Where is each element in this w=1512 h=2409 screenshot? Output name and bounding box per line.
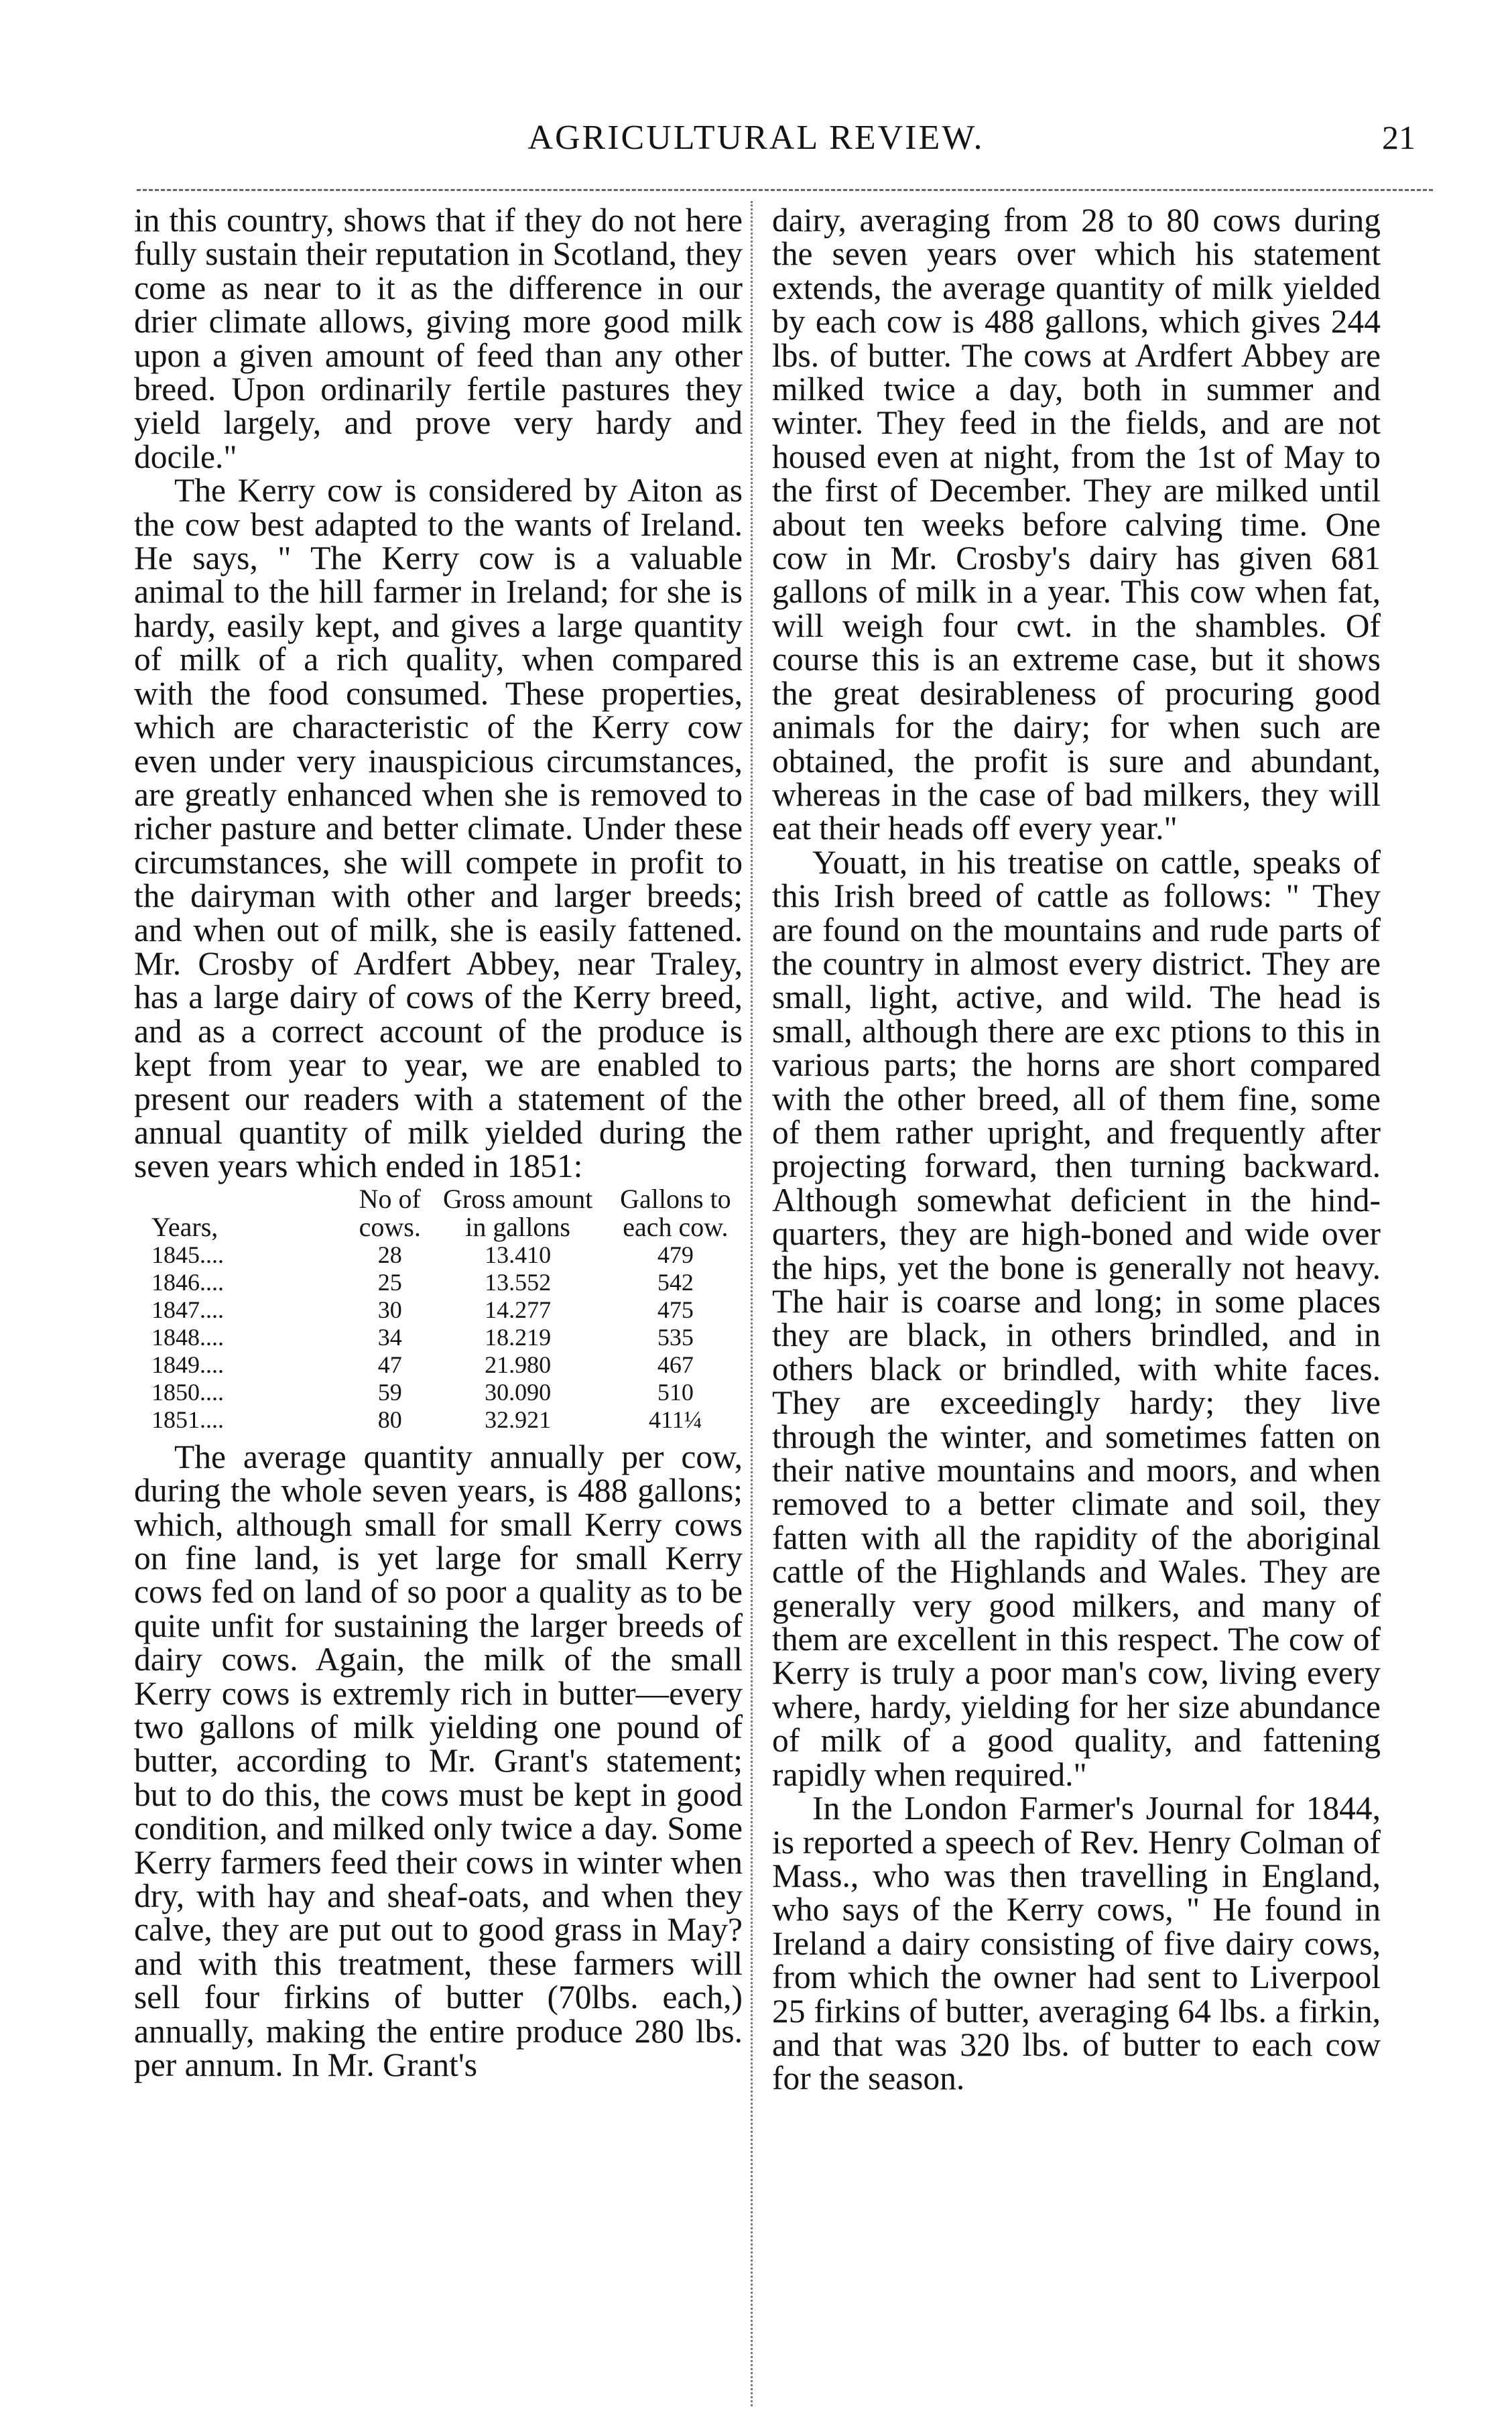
cell-each: 479 xyxy=(657,1241,694,1268)
cell-year: 1847.... xyxy=(151,1296,224,1323)
header-rule xyxy=(137,189,1433,191)
table-row xyxy=(134,1406,743,1434)
cell-gross: 18.219 xyxy=(485,1323,552,1351)
header-years: Years, xyxy=(151,1211,218,1242)
cell-each: 535 xyxy=(657,1323,694,1351)
cell-each: 510 xyxy=(657,1378,694,1406)
cell-cows: 80 xyxy=(377,1406,402,1433)
cell-year: 1849.... xyxy=(151,1351,224,1378)
header-years-top xyxy=(134,1185,353,1213)
cell-cows: 25 xyxy=(377,1268,402,1296)
cell-cows: 28 xyxy=(377,1241,402,1268)
cell-gross: 13.552 xyxy=(485,1268,552,1296)
cell-gross: 32.921 xyxy=(485,1406,552,1433)
table-header-row-top xyxy=(134,1185,743,1213)
cell-each: 411¼ xyxy=(649,1406,702,1433)
page-number: 21 xyxy=(1382,119,1415,156)
right-paragraph-2: Youatt, in his treatise on cattle, speaks of this Irish breed of cattle as follows: " They are found on the mountains and rude parts of the country in almost every district. They are small, light, active, and wild. The head is small, although there are exc ptions to this in various parts; the horns are short compared with the other breed, all of them fine, some of them rather upright, and frequently after projecting forward, then turning backward. Although somewhat deficient in the hind-quarters, they are high-boned and wide over the hips, yet the bone is generally not heavy. The hair is coarse and long; in some places they are black, in others brindled, and in others black or brindled, with white faces. They are exceedingly hardy; they live through the winter, and sometimes fatten on their native mountains and moors, and when removed to a better climate and soil, they fatten with all the rapidity of the aboriginal cattle of the Highlands and Wales. They are generally very good milkers, and many of them are excellent in this respect. The cow of Kerry is truly a poor man's cow, living every where, hardy, yielding for her size abundance of milk of a good quality, and fattening rapidly when required." xyxy=(772,843,1381,1793)
table-header-row-bottom xyxy=(134,1213,743,1241)
left-paragraph-3: The average quantity annually per cow, during the whole seven years, is 488 gallons; which, although small for small Kerry cows on fine land, is yet large for small Kerry cows fed on land of so poor a quality as to be quite unfit for sustaining the larger breeds of dairy cows. Again, the milk of the small Kerry cows is extremly rich in butter—every two gallons of milk yielding one pound of butter, according to Mr. Grant's statement; but to do this, the cows must be kept in good condition, and milked only twice a day. Some Kerry farmers feed their cows in winter when dry, with hay and sheaf-oats, and when they calve, they are put out to good grass in May? and with this treatment, these farmers will sell four firkins of butter (70lbs. each,) annually, making the entire produce 280 lbs. per annum. In Mr. Grant's xyxy=(134,1438,743,2084)
running-header xyxy=(0,118,1512,172)
left-paragraph-1: in this country, shows that if they do not here fully sustain their reputation in Scotland, they come as near to it as the difference in our drier climate allows, giving more good milk upon a given amount of feed than any other breed. Upon ordinarily fertile pastures they yield largely, and prove very hardy and docile." xyxy=(134,202,743,475)
cell-cows: 59 xyxy=(377,1378,402,1406)
cell-each: 542 xyxy=(657,1268,694,1296)
column-divider xyxy=(751,201,753,2406)
running-title: AGRICULTURAL REVIEW. xyxy=(527,119,985,157)
cell-cows: 30 xyxy=(377,1296,402,1323)
header-cows-top: No of xyxy=(359,1183,421,1214)
header-gross-top: Gross amount xyxy=(442,1183,593,1214)
left-column xyxy=(134,204,743,2083)
milk-yield-table xyxy=(134,1185,743,1434)
header-gross: in gallons xyxy=(465,1211,570,1242)
right-column xyxy=(772,204,1381,2096)
cell-each: 475 xyxy=(657,1296,694,1323)
cell-gross: 30.090 xyxy=(485,1378,552,1406)
header-each-top: Gallons to xyxy=(620,1183,731,1214)
cell-gross: 14.277 xyxy=(485,1296,552,1323)
cell-year: 1850.... xyxy=(151,1378,224,1406)
table-row xyxy=(134,1324,743,1351)
table-row xyxy=(134,1269,743,1296)
header-each: each cow. xyxy=(623,1211,729,1242)
cell-each: 467 xyxy=(657,1351,694,1378)
cell-cows: 34 xyxy=(377,1323,402,1351)
cell-year: 1846.... xyxy=(151,1268,224,1296)
cell-year: 1845.... xyxy=(151,1241,224,1268)
header-cows: cows. xyxy=(359,1211,421,1242)
cell-gross: 13.410 xyxy=(485,1241,552,1268)
table-row xyxy=(134,1241,743,1269)
right-paragraph-3: In the London Farmer's Journal for 1844, is reported a speech of Rev. Henry Colman of Mass., who was then travelling in England, who says of the Kerry cows, " He found in Ireland a dairy consisting of five dairy cows, from which the owner had sent to Liverpool 25 firkins of butter, averaging 64 lbs. a firkin, and that was 320 lbs. of butter to each cow for the season. xyxy=(772,1790,1381,2097)
table-row xyxy=(134,1296,743,1324)
cell-cows: 47 xyxy=(377,1351,402,1378)
right-paragraph-1: dairy, averaging from 28 to 80 cows during the seven years over which his statement extends, the average quantity of milk yielded by each cow is 488 gallons, which gives 244 lbs. of butter. The cows at Ardfert Abbey are milked twice a day, both in summer and winter. They feed in the fields, and are not housed even at night, from the 1st of May to the first of December. They are milked until about ten weeks before calving time. One cow in Mr. Crosby's dairy has given 681 gallons of milk in a year. This cow when fat, will weigh four cwt. in the shambles. Of course this is an extreme case, but it shows the great desirableness of procuring good animals for the dairy; for when such are obtained, the profit is sure and abundant, whereas in the case of bad milkers, they will eat their heads off every year." xyxy=(772,202,1381,847)
table-row xyxy=(134,1379,743,1406)
cell-year: 1851.... xyxy=(151,1406,224,1433)
left-paragraph-2: The Kerry cow is considered by Aiton as the cow best adapted to the wants of Ireland. He says, " The Kerry cow is a valuable animal to the hill farmer in Ireland; for she is hardy, easily kept, and gives a large quantity of milk of a rich quality, when compared with the food consumed. These properties, which are characteristic of the Kerry cow even under very inauspicious circumstances, are greatly enhanced when she is removed to richer pasture and better climate. Under these circumstances, she will compete in profit to the dairyman with other and larger breeds; and when out of milk, she is easily fattened. Mr. Crosby of Ardfert Abbey, near Traley, has a large dairy of cows of the Kerry breed, and as a correct account of the produce is kept from year to year, we are enabled to present our readers with a statement of the annual quantity of milk yielded during the seven years which ended in 1851: xyxy=(134,472,743,1185)
cell-year: 1848.... xyxy=(151,1323,224,1351)
cell-gross: 21.980 xyxy=(485,1351,552,1378)
table-row xyxy=(134,1351,743,1379)
